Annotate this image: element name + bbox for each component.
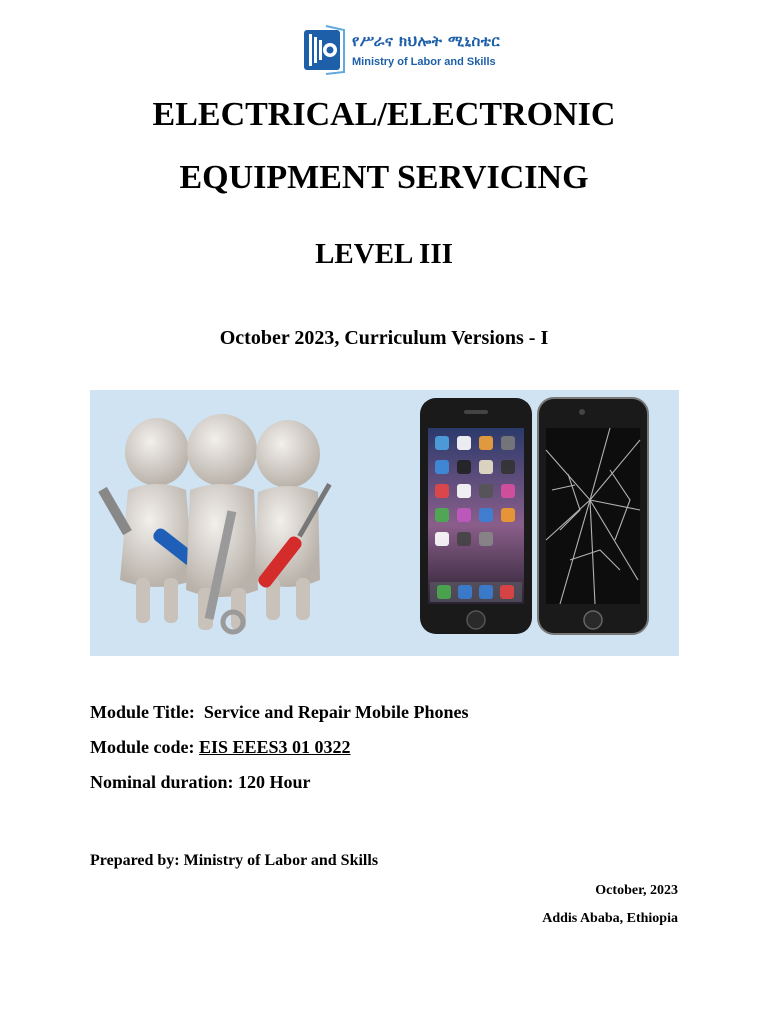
module-code-line	[90, 737, 351, 758]
figure-left	[98, 418, 199, 623]
ministry-logo	[300, 24, 501, 78]
duration-label: Nominal duration:	[90, 772, 234, 792]
module-title-line	[90, 702, 469, 723]
publication-place: Addis Ababa, Ethiopia	[542, 911, 678, 926]
nominal-duration-line	[90, 772, 311, 793]
title-line-2: EQUIPMENT SERVICING	[179, 159, 589, 196]
level-heading: LEVEL III	[315, 238, 453, 270]
module-title-label: Module Title:	[90, 702, 195, 722]
phone-intact	[420, 398, 532, 634]
figure-middle	[186, 414, 258, 632]
logo-english-text: Ministry of Labor and Skills	[352, 56, 496, 68]
module-title-value: Service and Repair Mobile Phones	[203, 702, 469, 722]
module-code-value: EIS EEES3 01 0322	[198, 737, 351, 757]
module-code-label: Module code:	[90, 737, 195, 757]
ministry-emblem-icon	[300, 24, 348, 76]
duration-value: 120 Hour	[238, 772, 311, 792]
logo-amharic-text: የሥራና ክህሎት ሚኒስቴር	[352, 32, 501, 50]
publication-date: October, 2023	[595, 883, 678, 898]
title-line-1: ELECTRICAL/ELECTRONIC	[152, 96, 616, 133]
figure-right	[254, 420, 332, 620]
phone-cracked	[538, 398, 648, 634]
version-line: October 2023, Curriculum Versions - I	[219, 327, 549, 349]
cover-illustration	[90, 390, 679, 656]
prepared-by: Prepared by: Ministry of Labor and Skills	[90, 852, 379, 869]
